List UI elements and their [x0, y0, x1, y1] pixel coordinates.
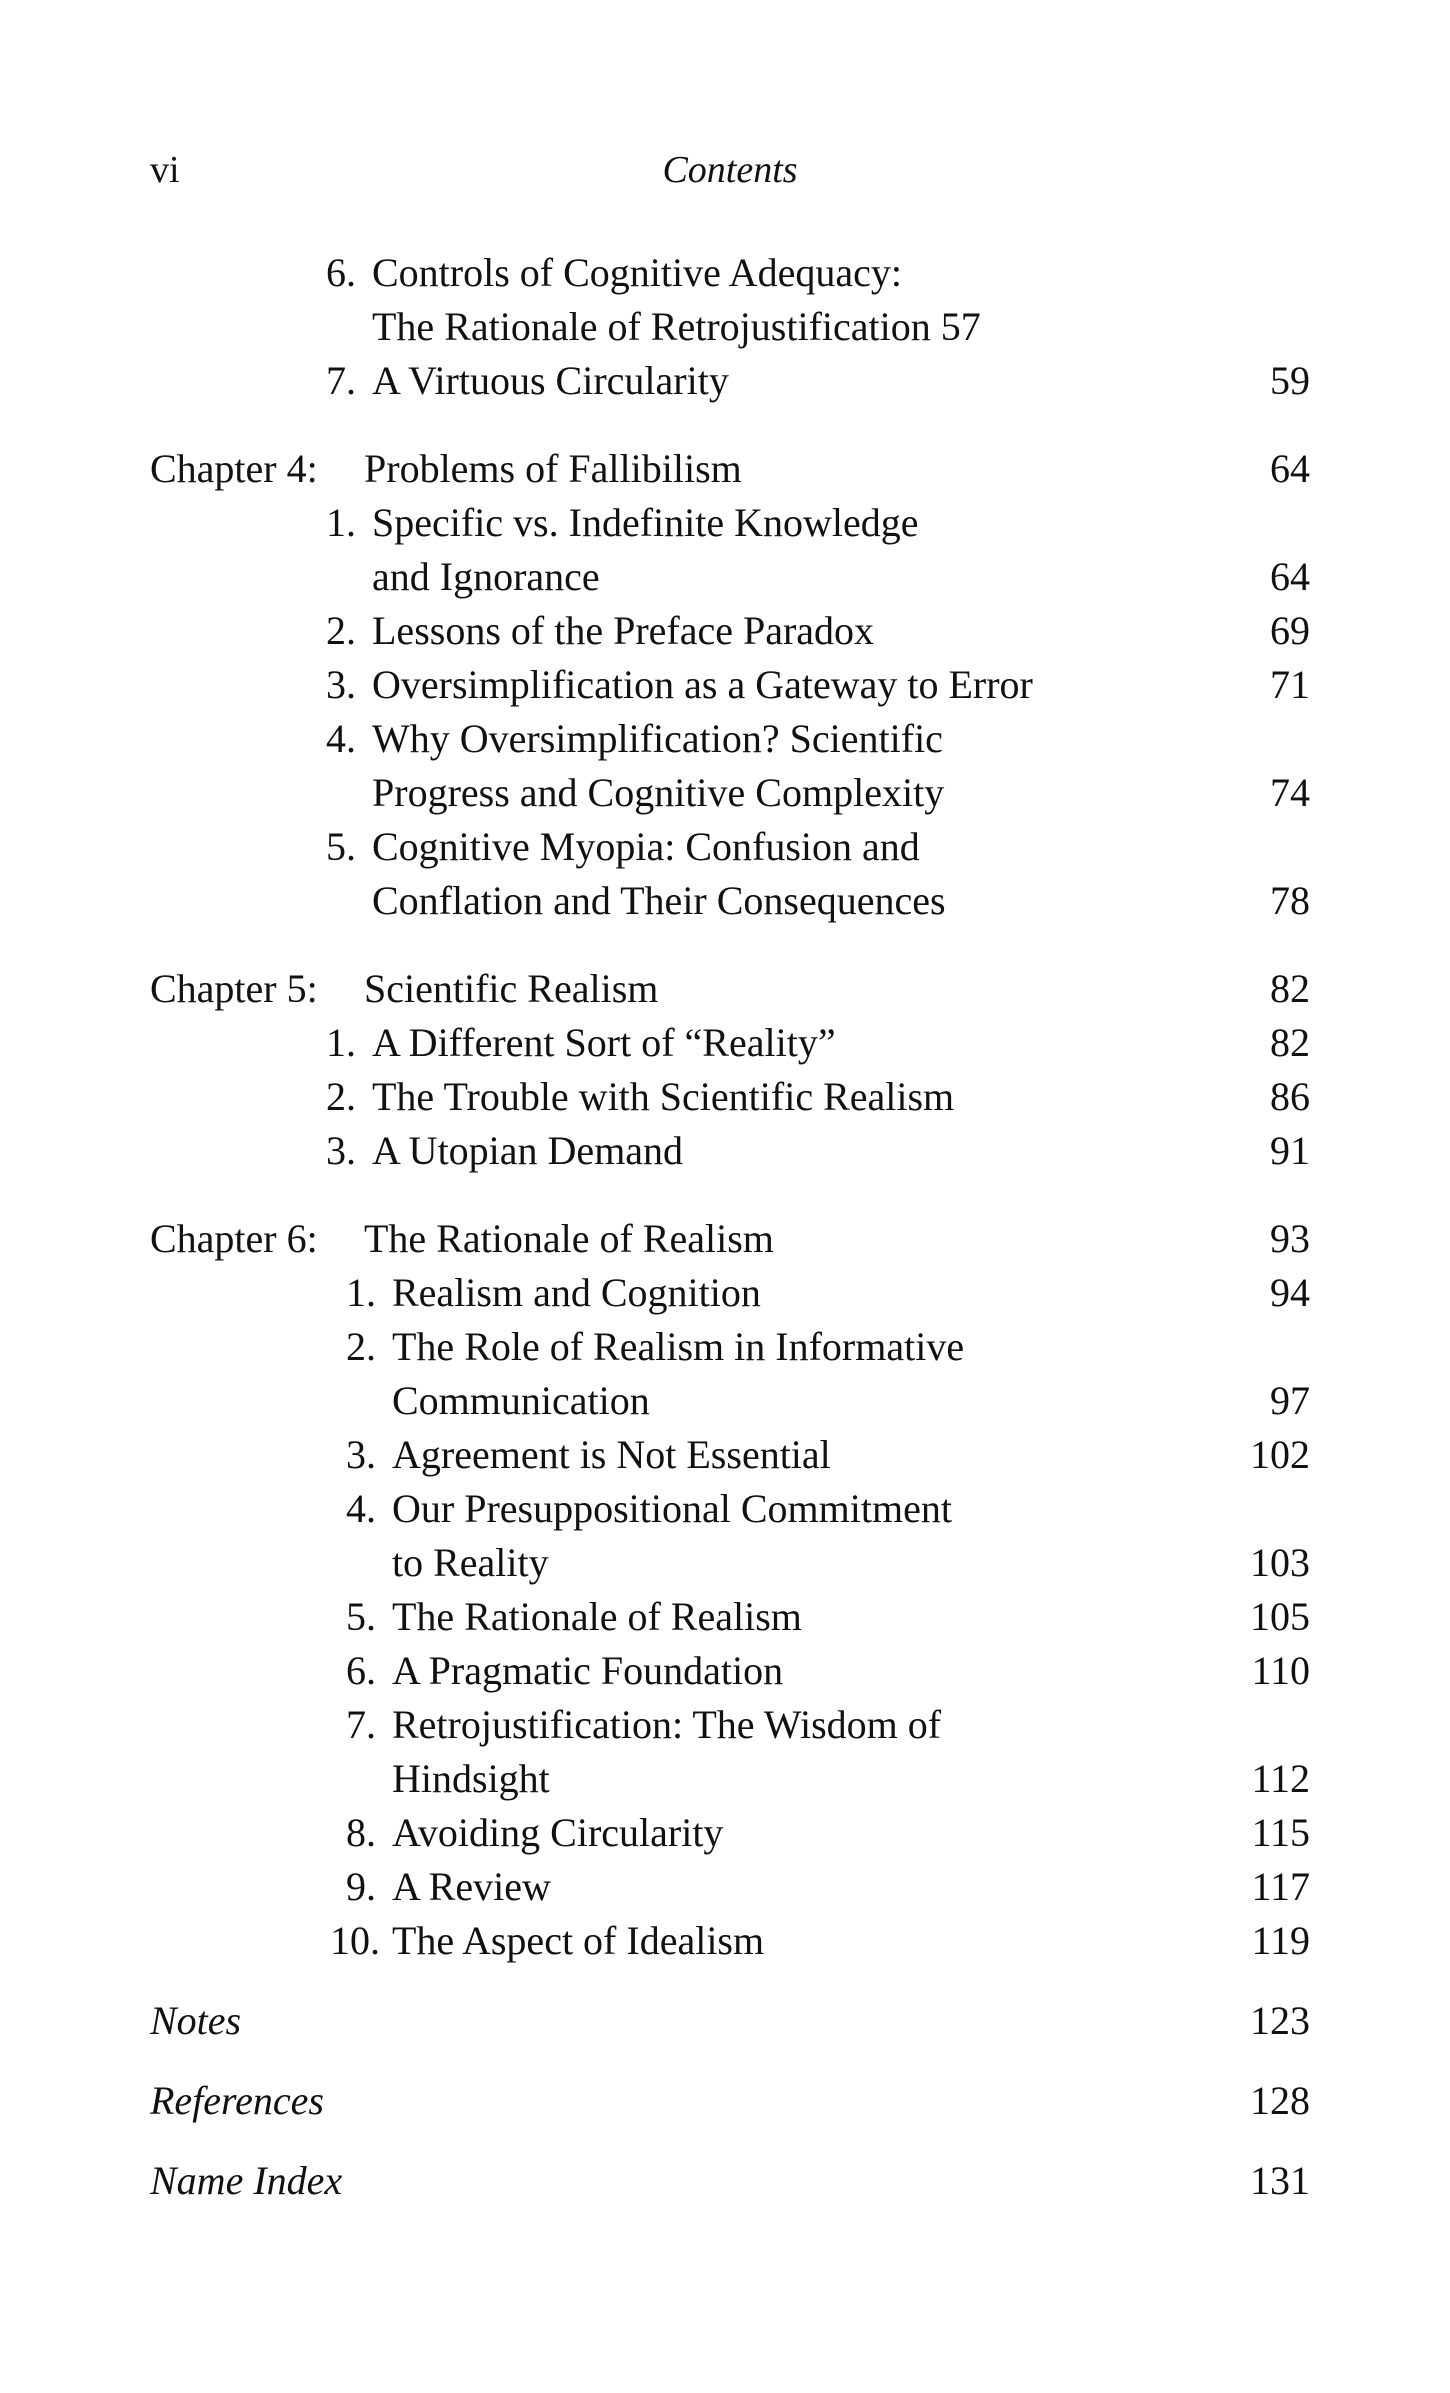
chapter-label: Chapter 5: — [150, 966, 318, 1011]
page-number: 64 — [1270, 554, 1310, 599]
section-title: Controls of Cognitive Adequacy: — [372, 250, 902, 295]
toc-entry[interactable] — [150, 354, 1310, 408]
section-title: Retrojustification: The Wisdom of — [392, 1702, 942, 1747]
section-number: 3. — [326, 662, 356, 707]
toc-entry-continued[interactable] — [150, 1374, 1310, 1428]
page-number: 94 — [1270, 1270, 1310, 1315]
section-title: Why Oversimplification? Scientific — [372, 716, 943, 761]
page-number: 105 — [1250, 1594, 1310, 1639]
section-number: 9. — [346, 1864, 376, 1909]
section-title: Conflation and Their Consequences — [372, 878, 946, 923]
page-number: 131 — [1250, 2158, 1310, 2203]
running-title: Contents — [662, 149, 798, 191]
section-title: Progress and Cognitive Complexity — [372, 770, 945, 815]
chapter-title: Problems of Fallibilism — [364, 446, 742, 491]
page-number: 123 — [1250, 1998, 1310, 2043]
toc-entry[interactable] — [150, 1124, 1310, 1178]
section-title: A Utopian Demand — [372, 1128, 684, 1173]
chapter-heading[interactable] — [150, 962, 1310, 1016]
toc-entry[interactable] — [150, 1914, 1310, 1968]
toc-entry[interactable] — [150, 1016, 1310, 1070]
section-number: 5. — [326, 824, 356, 869]
section-title: The Rationale of Realism — [392, 1594, 802, 1639]
section-title: Agreement is Not Essential — [392, 1432, 831, 1477]
section-number: 2. — [326, 608, 356, 653]
back-matter-notes[interactable] — [150, 1994, 1310, 2074]
toc-entry-continued[interactable] — [150, 1752, 1310, 1806]
toc-entry[interactable] — [150, 604, 1310, 658]
back-matter-label: Notes — [150, 1998, 242, 2043]
section-title: A Review — [392, 1864, 551, 1909]
section-number: 7. — [346, 1702, 376, 1747]
chapter-title: Scientific Realism — [364, 966, 659, 1011]
page-number: 91 — [1270, 1128, 1310, 1173]
chapter-heading[interactable] — [150, 1212, 1310, 1266]
toc-entry[interactable] — [150, 658, 1310, 712]
toc-entry[interactable] — [150, 1806, 1310, 1860]
toc-entry[interactable] — [150, 1644, 1310, 1698]
toc-entry-continued[interactable] — [150, 766, 1310, 820]
section-number: 1. — [326, 1020, 356, 1065]
section-number: 1. — [346, 1270, 376, 1315]
chapter-heading[interactable] — [150, 442, 1310, 496]
page-number: 71 — [1270, 662, 1310, 707]
toc-entry[interactable] — [150, 1590, 1310, 1644]
page-number: 82 — [1270, 966, 1310, 1011]
section-title: Lessons of the Preface Paradox — [372, 608, 875, 653]
page-number: 69 — [1270, 608, 1310, 653]
section-title: The Rationale of Retrojustification 57 — [372, 304, 981, 349]
toc-entry[interactable] — [150, 246, 1310, 300]
section-title: and Ignorance — [372, 554, 600, 599]
toc-entry[interactable] — [150, 1320, 1310, 1374]
back-matter-label: Name Index — [150, 2158, 343, 2203]
section-title: to Reality — [392, 1540, 549, 1585]
page-number: 59 — [1270, 358, 1310, 403]
section-number: 2. — [346, 1324, 376, 1369]
page-number: 93 — [1270, 1216, 1310, 1261]
section-title: A Pragmatic Foundation — [392, 1648, 784, 1693]
chapter-label: Chapter 6: — [150, 1216, 318, 1261]
table-of-contents — [150, 246, 1310, 2234]
section-number: 8. — [346, 1810, 376, 1855]
section-number: 2. — [326, 1074, 356, 1119]
page-number: 97 — [1270, 1378, 1310, 1423]
section-number: 3. — [326, 1128, 356, 1173]
page-number: 119 — [1251, 1918, 1310, 1963]
section-title: A Virtuous Circularity — [372, 358, 729, 403]
back-matter-references[interactable] — [150, 2074, 1310, 2154]
page-number: 115 — [1251, 1810, 1310, 1855]
section-number: 10. — [330, 1918, 380, 1963]
page-number: 103 — [1250, 1540, 1310, 1585]
section-number: 1. — [326, 500, 356, 545]
section-number: 6. — [346, 1648, 376, 1693]
section-title: Specific vs. Indefinite Knowledge — [372, 500, 919, 545]
page-number: 128 — [1250, 2078, 1310, 2123]
section-title: Oversimplification as a Gateway to Error — [372, 662, 1033, 707]
section-title: Hindsight — [392, 1756, 550, 1801]
page-number: 78 — [1270, 878, 1310, 923]
section-title: Realism and Cognition — [392, 1270, 761, 1315]
section-number: 7. — [326, 358, 356, 403]
toc-entry-continued[interactable] — [150, 550, 1310, 604]
toc-entry-continued[interactable] — [150, 300, 1310, 354]
page-number: 110 — [1251, 1648, 1310, 1693]
page-number: 64 — [1270, 446, 1310, 491]
section-title: The Trouble with Scientific Realism — [372, 1074, 955, 1119]
toc-entry[interactable] — [150, 1266, 1310, 1320]
page-number: 102 — [1250, 1432, 1310, 1477]
section-number: 4. — [326, 716, 356, 761]
page-number: 74 — [1270, 770, 1310, 815]
toc-entry[interactable] — [150, 820, 1310, 874]
chapter-title: The Rationale of Realism — [364, 1216, 774, 1261]
toc-entry-continued[interactable] — [150, 1536, 1310, 1590]
section-title: Communication — [392, 1378, 650, 1423]
section-title: The Role of Realism in Informative — [392, 1324, 965, 1369]
page-number: 82 — [1270, 1020, 1310, 1065]
section-title: A Different Sort of “Reality” — [372, 1020, 836, 1065]
section-number: 5. — [346, 1594, 376, 1639]
section-title: Our Presuppositional Commitment — [392, 1486, 952, 1531]
toc-entry[interactable] — [150, 1860, 1310, 1914]
chapter-label: Chapter 4: — [150, 446, 318, 491]
section-number: 3. — [346, 1432, 376, 1477]
toc-entry[interactable] — [150, 1070, 1310, 1124]
back-matter-name-index[interactable] — [150, 2154, 1310, 2234]
section-title: The Aspect of Idealism — [392, 1918, 765, 1963]
section-number: 4. — [346, 1486, 376, 1531]
page-number: 117 — [1251, 1864, 1310, 1909]
toc-entry[interactable] — [150, 1482, 1310, 1536]
page-number: 86 — [1270, 1074, 1310, 1119]
toc-entry[interactable] — [150, 496, 1310, 550]
toc-entry[interactable] — [150, 712, 1310, 766]
section-title: Cognitive Myopia: Confusion and — [372, 824, 920, 869]
toc-entry[interactable] — [150, 1428, 1310, 1482]
page-header — [150, 148, 1310, 208]
toc-entry-continued[interactable] — [150, 874, 1310, 928]
section-title: Avoiding Circularity — [392, 1810, 724, 1855]
toc-entry[interactable] — [150, 1698, 1310, 1752]
back-matter-label: References — [150, 2078, 324, 2123]
folio: vi — [150, 149, 180, 191]
section-number: 6. — [326, 250, 356, 295]
page-number: 112 — [1251, 1756, 1310, 1801]
